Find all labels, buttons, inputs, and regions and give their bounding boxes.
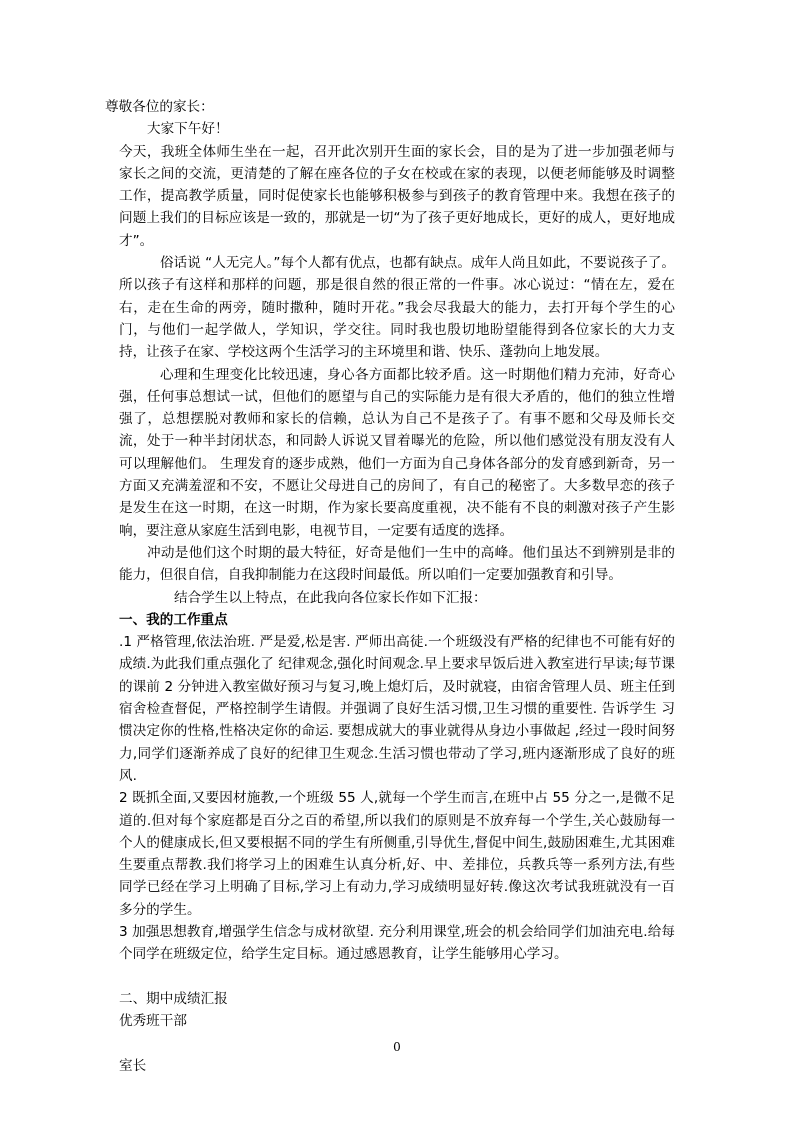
paragraph-impulse: 冲动是他们这个时期的最大特征，好奇是他们一生中的高峰。他们虽达不到辨别是非的能力，但很自信，自我抑制能力在这段时间最低。所以咱们一定要加强教育和引导。 [119,544,675,584]
paragraph-development: 心理和生理变化比较迅速，身心各方面都比较矛盾。这一时期他们精力充沛，好奇心强，任何事总想试一试，但他们的愿望与自己的实际能力是有很大矛盾的，他们的独立性增强了，总想摆脱对教师和家长的信赖，总认为自己不是孩子了。有事不愿和父母及师长交流，处于一种半封闭状态，和同龄人诉说又冒着曝光的危险，所以他们感觉没有朋友没有人可以理解他们。 生理发育的逐步成熟，他们一方面为自己身体各部分的发育感到新奇，另一方面又充满羞涩和不安，不愿让父母进自己的房间了，有自己的秘密了。大多数早恋的孩子是发生在这一时期，在这一时期，作为家长要高度重视，决不能有不良的刺激对孩子产生影响，要注意从家庭生活到电影，电视节目，一定要有适度的选择。 [119,366,675,539]
work-item-individual-teaching: 2 既抓全面,又要因材施教,一个班级 55 人,就每一个学生而言,在班中占 55 分之一,是微不足道的.但对每个家庭都是百分之百的希望,所以我们的原则是不放弃每一个学生,关心鼓励每一个人的健康成长,但又要根据不同的学生有所侧重,引导优生,督促中间生,鼓励困难生,尤其困难生要重点帮教.我们将学习上的困难生认真分析,好、中、差排位，兵教兵等一系列方法,有些同学已经在学习上明确了目标,学习上有动力,学习成绩明显好转.像这次考试我班就没有一百多分的学生。 [119,790,675,918]
section-heading-work-focus: 一、我的工作重点 [119,611,228,628]
blank-line [119,966,675,988]
page-number: 0 [393,1040,401,1054]
paragraph-intro: 今天，我班全体师生坐在一起，召开此次别开生面的家长会，目的是为了进一步加强老师与家长之间的交流，更清楚的了解在座各位的子女在校或在家的表现，以便老师能够及时调整工作，提高教学质量，同时促使家长也能够积极参与到孩子的教育管理中来。我想在孩子的问题上我们的目标应该是一致的，那就是一切“为了孩子更好地成长，更好的成人，更好地成才”。 [119,143,675,249]
paragraph-proverb: 俗话说 “人无完人。”每个人都有优点，也都有缺点。成年人尚且如此，不要说孩子了。所以孩子有这样和那样的问题，那是很自然的很正常的一件事。冰心说过：“情在左，爱在右，走在生命的两旁，随时撒种，随时开花。”我会尽我最大的能力，去打开每个学生的心门，与他们一起学做人，学知识，学交往。同时我也殷切地盼望能得到各位家长的大力支持，让孩子在家、学校这两个生活学习的主环境里和谐、快乐、蓬勃向上地发展。 [119,255,675,361]
section-heading-midterm: 二、期中成绩汇报 [119,990,228,1007]
award-category-class-cadre: 优秀班干部 [119,1013,187,1030]
work-item-strict-management: .1 严格管理,依法治班. 严是爱,松是害. 严师出高徒.一个班级没有严格的纪律也不可能有好的成绩.为此我们重点强化了 纪律观念,强化时间观念.早上要求早饭后进入教室进行早读;每节课的课前 2 分钟进入教室做好预习与复习,晚上熄灯后，及时就寝，由宿舍管理人员、班主任到宿舍检查督促，严格控制学生请假。并强调了良好生活习惯,卫生习惯的重要性. 告诉学生 习惯决定你的性格,性格决定你的命运. 要想成就大的事业就得从身边小事做起 ,经过一段时间努力,同学们逐渐养成了良好的纪律卫生观念.生活习惯也带动了学习,班内逐渐形成了良好的班风. [119,634,675,784]
paragraph-report-intro: 结合学生以上特点，在此我向各位家长作如下汇报： [174,589,487,606]
greeting: 大家下午好！ [147,121,229,138]
document-body [105,96,675,1077]
salutation: 尊敬各位的家长： [105,99,214,115]
award-category-dorm-leader: 室长 [119,1057,147,1074]
work-item-ideological-education: 3 加强思想教育,增强学生信念与成材欲望. 充分利用课堂,班会的机会给同学们加油充电.给每个同学在班级定位，给学生定目标。通过感恩教育，让学生能够用心学习。 [119,923,675,963]
